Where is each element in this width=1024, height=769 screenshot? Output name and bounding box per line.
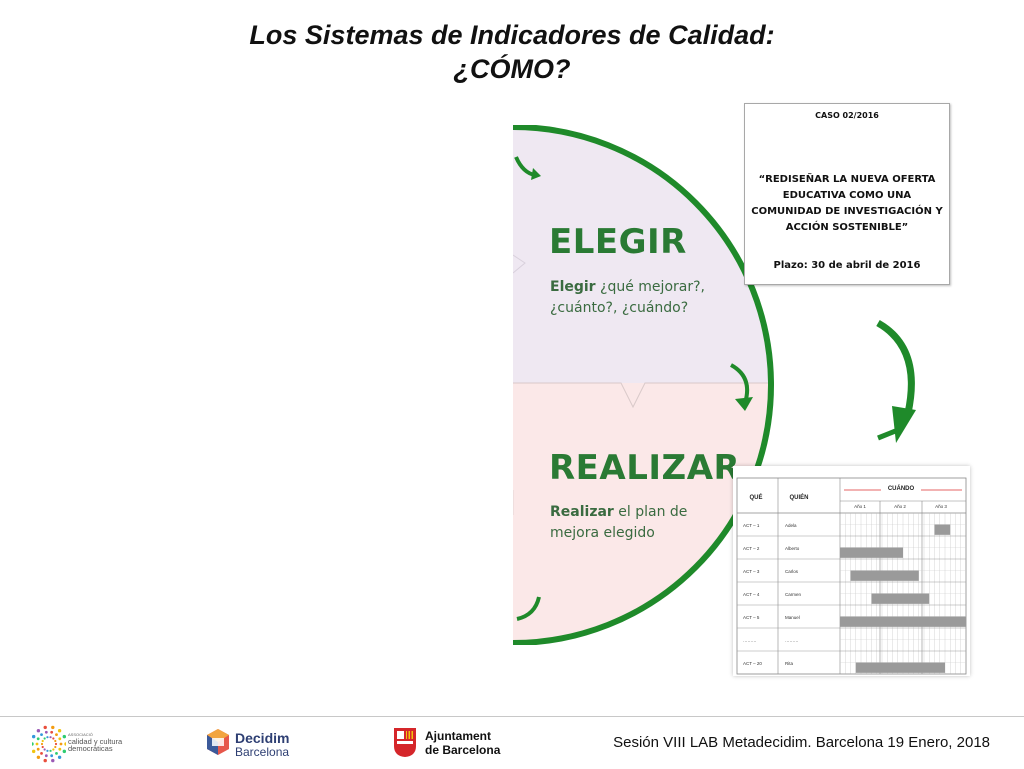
header-que: QUÉ bbox=[749, 495, 763, 501]
title-line-2: ¿CÓMO? bbox=[453, 54, 571, 84]
cell-que: ACT – 20 bbox=[743, 660, 762, 666]
year-labels bbox=[854, 504, 947, 509]
elegir-heading: ELEGIR bbox=[549, 222, 687, 262]
decidim-logo-icon bbox=[206, 728, 230, 756]
cell-que: ……… bbox=[743, 637, 757, 643]
ajuntament-line1: Ajuntament bbox=[425, 729, 491, 743]
cell-quien: Adela bbox=[785, 522, 797, 528]
case-card bbox=[744, 103, 950, 285]
down-curve-arrow-icon bbox=[860, 318, 930, 453]
elegir-description bbox=[550, 277, 750, 319]
table-header bbox=[749, 485, 914, 501]
realizar-description-bold: Realizar bbox=[550, 504, 614, 520]
logo1-line1: ASSOCIACIÓ bbox=[68, 732, 93, 737]
cell-quien: Rita bbox=[785, 660, 794, 666]
elegir-description-bold: Elegir bbox=[550, 279, 596, 295]
schedule-bar bbox=[856, 663, 945, 673]
cell-quien: Carmen bbox=[785, 591, 802, 597]
case-quote: “REDISEÑAR LA NUEVA OFERTA EDUCATIVA COMO UNA COMUNIDAD DE INVESTIGACIÓN Y ACCIÓN SOSTENIBLE” bbox=[751, 174, 943, 233]
schedule-bar bbox=[851, 571, 919, 581]
case-deadline: Plazo: 30 de abril de 2016 bbox=[773, 260, 921, 271]
cell-que: ACT – 4 bbox=[743, 591, 760, 597]
logo-calidad-cultura bbox=[32, 724, 132, 764]
schedule-bar bbox=[840, 548, 903, 558]
title-line-1: Los Sistemas de Indicadores de Calidad: bbox=[249, 20, 775, 50]
logo-ajuntament bbox=[392, 726, 502, 762]
case-id: CASO 02/2016 bbox=[815, 111, 879, 120]
elegir-description-rest: ¿qué mejorar?, ¿cuánto?, ¿cuándo? bbox=[550, 279, 705, 316]
cell-que: ACT – 3 bbox=[743, 568, 760, 574]
slide-title bbox=[0, 18, 1024, 86]
schedule-table bbox=[733, 466, 970, 676]
cell-que: ACT – 1 bbox=[743, 522, 760, 528]
barcelona-shield-icon bbox=[392, 726, 418, 758]
decidim-label: Decidim bbox=[235, 730, 290, 746]
logo1-line2: calidad y cultura bbox=[68, 737, 123, 746]
logo1-line3: democráticas bbox=[68, 744, 113, 753]
realizar-heading: REALIZAR bbox=[549, 448, 741, 488]
session-caption: Sesión VIII LAB Metadecidim. Barcelona 19 Enero, 2018 bbox=[613, 734, 990, 751]
schedule-bar bbox=[840, 617, 966, 627]
barcelona-label: Barcelona bbox=[235, 745, 290, 759]
logo-decidim-barcelona bbox=[206, 728, 316, 762]
year-label: Año 3 bbox=[935, 504, 947, 509]
realizar-description-rest: el plan de mejora elegido bbox=[550, 504, 688, 541]
cell-que: ACT – 2 bbox=[743, 545, 760, 551]
cell-quien: Carlos bbox=[785, 568, 799, 574]
year-label: Año 1 bbox=[854, 504, 866, 509]
cell-quien: Alberto bbox=[785, 545, 800, 551]
footer-divider bbox=[0, 716, 1024, 717]
schedule-bar bbox=[872, 594, 930, 604]
year-label: Año 2 bbox=[894, 504, 906, 509]
cell-que: ACT – 5 bbox=[743, 614, 760, 620]
realizar-description bbox=[550, 502, 730, 544]
schedule-bar bbox=[935, 525, 951, 535]
cell-quien: ……… bbox=[785, 637, 799, 643]
sunburst-logo-icon bbox=[32, 724, 66, 764]
cell-quien: Manuel bbox=[785, 614, 800, 620]
header-quien: QUIÉN bbox=[789, 495, 809, 501]
ajuntament-line2: de Barcelona bbox=[425, 743, 501, 757]
header-cuando: CUÁNDO bbox=[887, 486, 915, 492]
